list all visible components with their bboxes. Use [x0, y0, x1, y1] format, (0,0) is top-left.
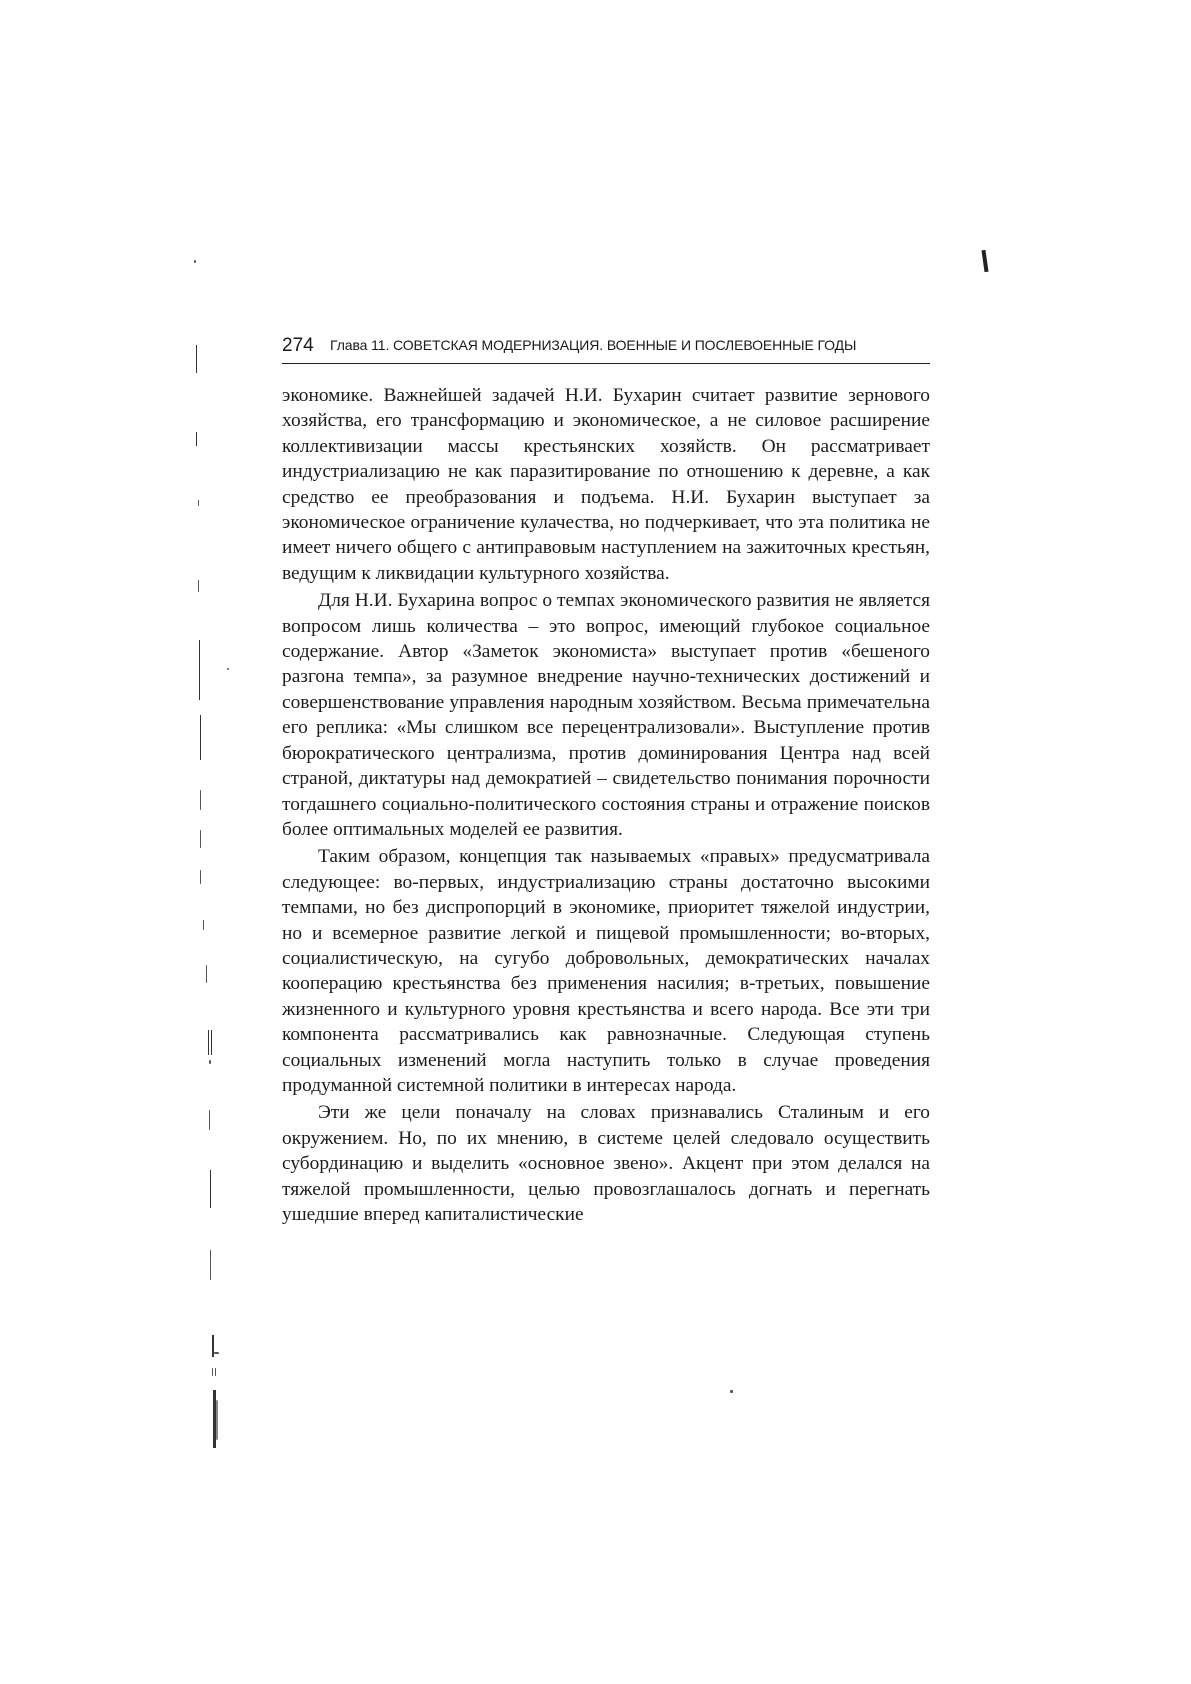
scan-artifact-line [200, 715, 201, 760]
scan-artifact-speck [200, 830, 201, 848]
scan-artifact-speck [194, 260, 196, 263]
scan-artifact-speck [214, 1352, 219, 1354]
paragraph-3: Таким образом, концепция так называемых «правых» предусматривала следующее: во-первых, индустриализацию страны достаточно высокими темпами, но без диспропорций в экономике, приоритет тяжелой индустрии, но и всемерное развитие легкой и пищевой промышленности; во-вторых, социалистическую, на сугубо добровольных, демократических началах кооперацию крестьянства без применения насилия; в-третьих, повышение жизненного и культурного уровня крестьянства и всего народа. Все эти три компонента рассматривались как равнозначные. Следующая ступень социальных изменений могла наступить только в случае проведения продуманной системной политики в интересах народа. [282, 846, 930, 1096]
scan-artifact-speck [209, 1110, 210, 1130]
scan-artifact-speck [216, 1400, 218, 1440]
scan-artifact-speck [730, 1390, 733, 1393]
scan-artifact-speck [212, 1368, 213, 1376]
scan-artifact-speck [200, 870, 201, 884]
scan-corner-mark [981, 250, 988, 272]
scan-artifact-line [196, 345, 197, 373]
scan-artifact-speck [198, 580, 199, 592]
scan-artifact-line [199, 640, 200, 700]
scan-artifact-line [210, 1170, 211, 1208]
body-text [282, 383, 930, 1227]
scan-artifact-speck [215, 1368, 216, 1376]
paragraph-2: Для Н.И. Бухарина вопрос о темпах экономического развития не является вопросом лишь количества – это вопрос, имеющий глубокое социальное содержание. Автор «Заметок экономиста» выступает против «бешеного разгона темпа», за разумное внедрение научно-технических достижений и совершенствование управления народным хозяйством. Весьма примечательна его реплика: «Мы слишком все перецентрализовали». Выступление против бюрократического централизма, против доминирования Центра над всей страной, диктатуры над демократией – свидетельство понимания порочности тогдашнего социально-политического состояния страны и отражение поисков более оптимальных моделей ее развития. [282, 590, 930, 840]
scan-artifact-speck [198, 500, 199, 506]
scan-artifact-speck [206, 965, 207, 983]
chapter-title: Глава 11. СОВЕТСКАЯ МОДЕРНИЗАЦИЯ. ВОЕННЫЕ И ПОСЛЕВОЕННЫЕ ГОДЫ [330, 337, 857, 353]
scan-artifact-speck [200, 790, 201, 810]
scan-artifact-speck [227, 668, 229, 670]
paragraph-1: экономике. Важнейшей задачей Н.И. Бухарин считает развитие зернового хозяйства, его трансформацию и экономическое, а не силовое расширение коллективизации массы крестьянских хозяйств. Он рассматривает индустриализацию не как паразитирование по отношению к деревне, а как средство ее преобразования и подъема. Н.И. Бухарин выступает за экономическое ограничение кулачества, но подчеркивает, что эта политика не имеет ничего общего с антиправовым наступлением на зажиточных крестьян, ведущим к ликвидации культурного хозяйства. [282, 385, 930, 584]
page-number: 274 [282, 335, 314, 356]
scan-artifact-line [208, 1030, 209, 1055]
scan-artifact-speck [203, 920, 204, 930]
paragraph-4: Эти же цели поначалу на словах признавались Сталиным и его окружением. Но, по их мнению, в системе целей следовало осуществить субординацию и выделить «основное звено». Акцент при этом делался на тяжелой промышленности, целью провозглашалось догнать и перегнать ушедшие вперед капиталистические [282, 1102, 930, 1225]
running-header [282, 333, 930, 364]
scan-artifact-speck [210, 1250, 211, 1280]
scan-artifact-line [196, 432, 197, 446]
scan-artifact-speck [209, 1060, 211, 1064]
scan-artifact-line [211, 1030, 212, 1055]
